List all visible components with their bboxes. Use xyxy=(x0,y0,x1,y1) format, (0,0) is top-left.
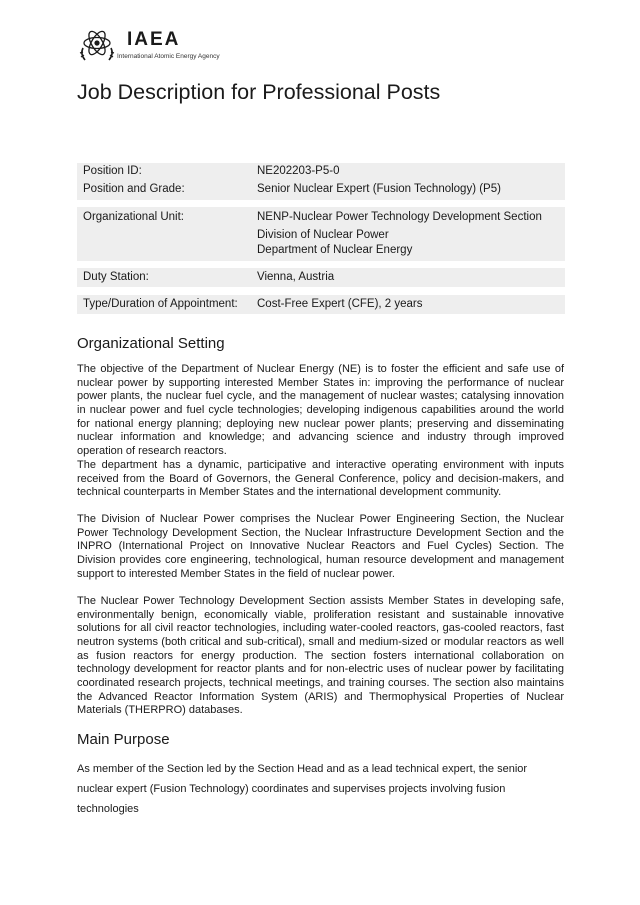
org-setting-paragraph: The department has a dynamic, participative and interactive operating environment with inputs received from the Board of Governors, the General Conference, policy and decision-makers, and technical counterparts in Member States and the international development community. xyxy=(77,459,564,499)
info-block-org-unit xyxy=(77,207,565,261)
page-title: Job Description for Professional Posts xyxy=(77,80,441,104)
atom-emblem-icon xyxy=(77,24,117,64)
duty-station-label: Duty Station: xyxy=(83,271,149,283)
position-id-label: Position ID: xyxy=(83,165,142,177)
section-heading-main-purpose: Main Purpose xyxy=(77,731,170,748)
position-id-value: NE202203-P5-0 xyxy=(257,165,340,177)
org-unit-line: Division of Nuclear Power xyxy=(257,229,389,241)
appointment-label: Type/Duration of Appointment: xyxy=(83,298,238,310)
section-heading-org-setting: Organizational Setting xyxy=(77,335,225,352)
org-setting-paragraph: The Division of Nuclear Power comprises the Nuclear Power Engineering Section, the Nuclear Power Technology Development Section, the Nuclear Infrastructure Development Section and the INPRO (International Project on Innovative Nuclear Reactors and Fuel Cycles) Section. The Division provides core engineering, technological, human resource development and management support to interested Member States in the field of nuclear power. xyxy=(77,513,564,580)
org-unit-line: Department of Nuclear Energy xyxy=(257,244,413,256)
iaea-logo xyxy=(77,24,277,64)
grade-value: Senior Nuclear Expert (Fusion Technology) (P5) xyxy=(257,183,501,195)
logo-subtitle: International Atomic Energy Agency xyxy=(117,53,220,60)
org-unit-label: Organizational Unit: xyxy=(83,211,184,223)
main-purpose-paragraph: As member of the Section led by the Section Head and as a lead technical expert, the senior nuclear expert (Fusion Technology) coordinates and supervises projects involving fusion technologies xyxy=(77,763,528,815)
duty-station-value: Vienna, Austria xyxy=(257,271,335,283)
org-setting-paragraph: The objective of the Department of Nuclear Energy (NE) is to foster the efficient and safe use of nuclear power by supporting interested Member States in: improving the performance of nuclear power plants, the nuclear fuel cycle, and the management of nuclear wastes; catalysing innovation in nuclear power and fuel cycle technologies; developing indigenous capabilities around the world for national energy planning; deploying new nuclear power plants; preserving and disseminating nuclear information and knowledge; and advancing science and industry through improved operation of research reactors. xyxy=(77,363,564,457)
grade-label: Position and Grade: xyxy=(83,183,185,195)
org-unit-line: NENP-Nuclear Power Technology Development Section xyxy=(257,211,542,223)
logo-name: IAEA xyxy=(127,29,181,50)
info-block-appointment xyxy=(77,295,565,314)
appointment-value: Cost-Free Expert (CFE), 2 years xyxy=(257,298,423,310)
org-setting-paragraph: The Nuclear Power Technology Development Section assists Member States in developing safe, environmentally benign, economically viable, proliferation resistant and sustainable innovative solutions for all civil reactor technologies, including water-cooled reactors, gas-cooled reactors, fast neutron systems (both critical and sub-critical), small and medium-sized or modular reactors as well as fusion reactors for energy production. The section fosters international collaboration on technology development for reactor plants and for non-electric uses of nuclear power by facilitating coordinated research projects, technical meetings, and training courses. The section also maintains the Advanced Reactor Information System (ARIS) and Thermophysical Properties of Nuclear Materials (THERPRO) databases. xyxy=(77,595,564,717)
info-block-position xyxy=(77,163,565,200)
info-block-duty-station xyxy=(77,268,565,287)
